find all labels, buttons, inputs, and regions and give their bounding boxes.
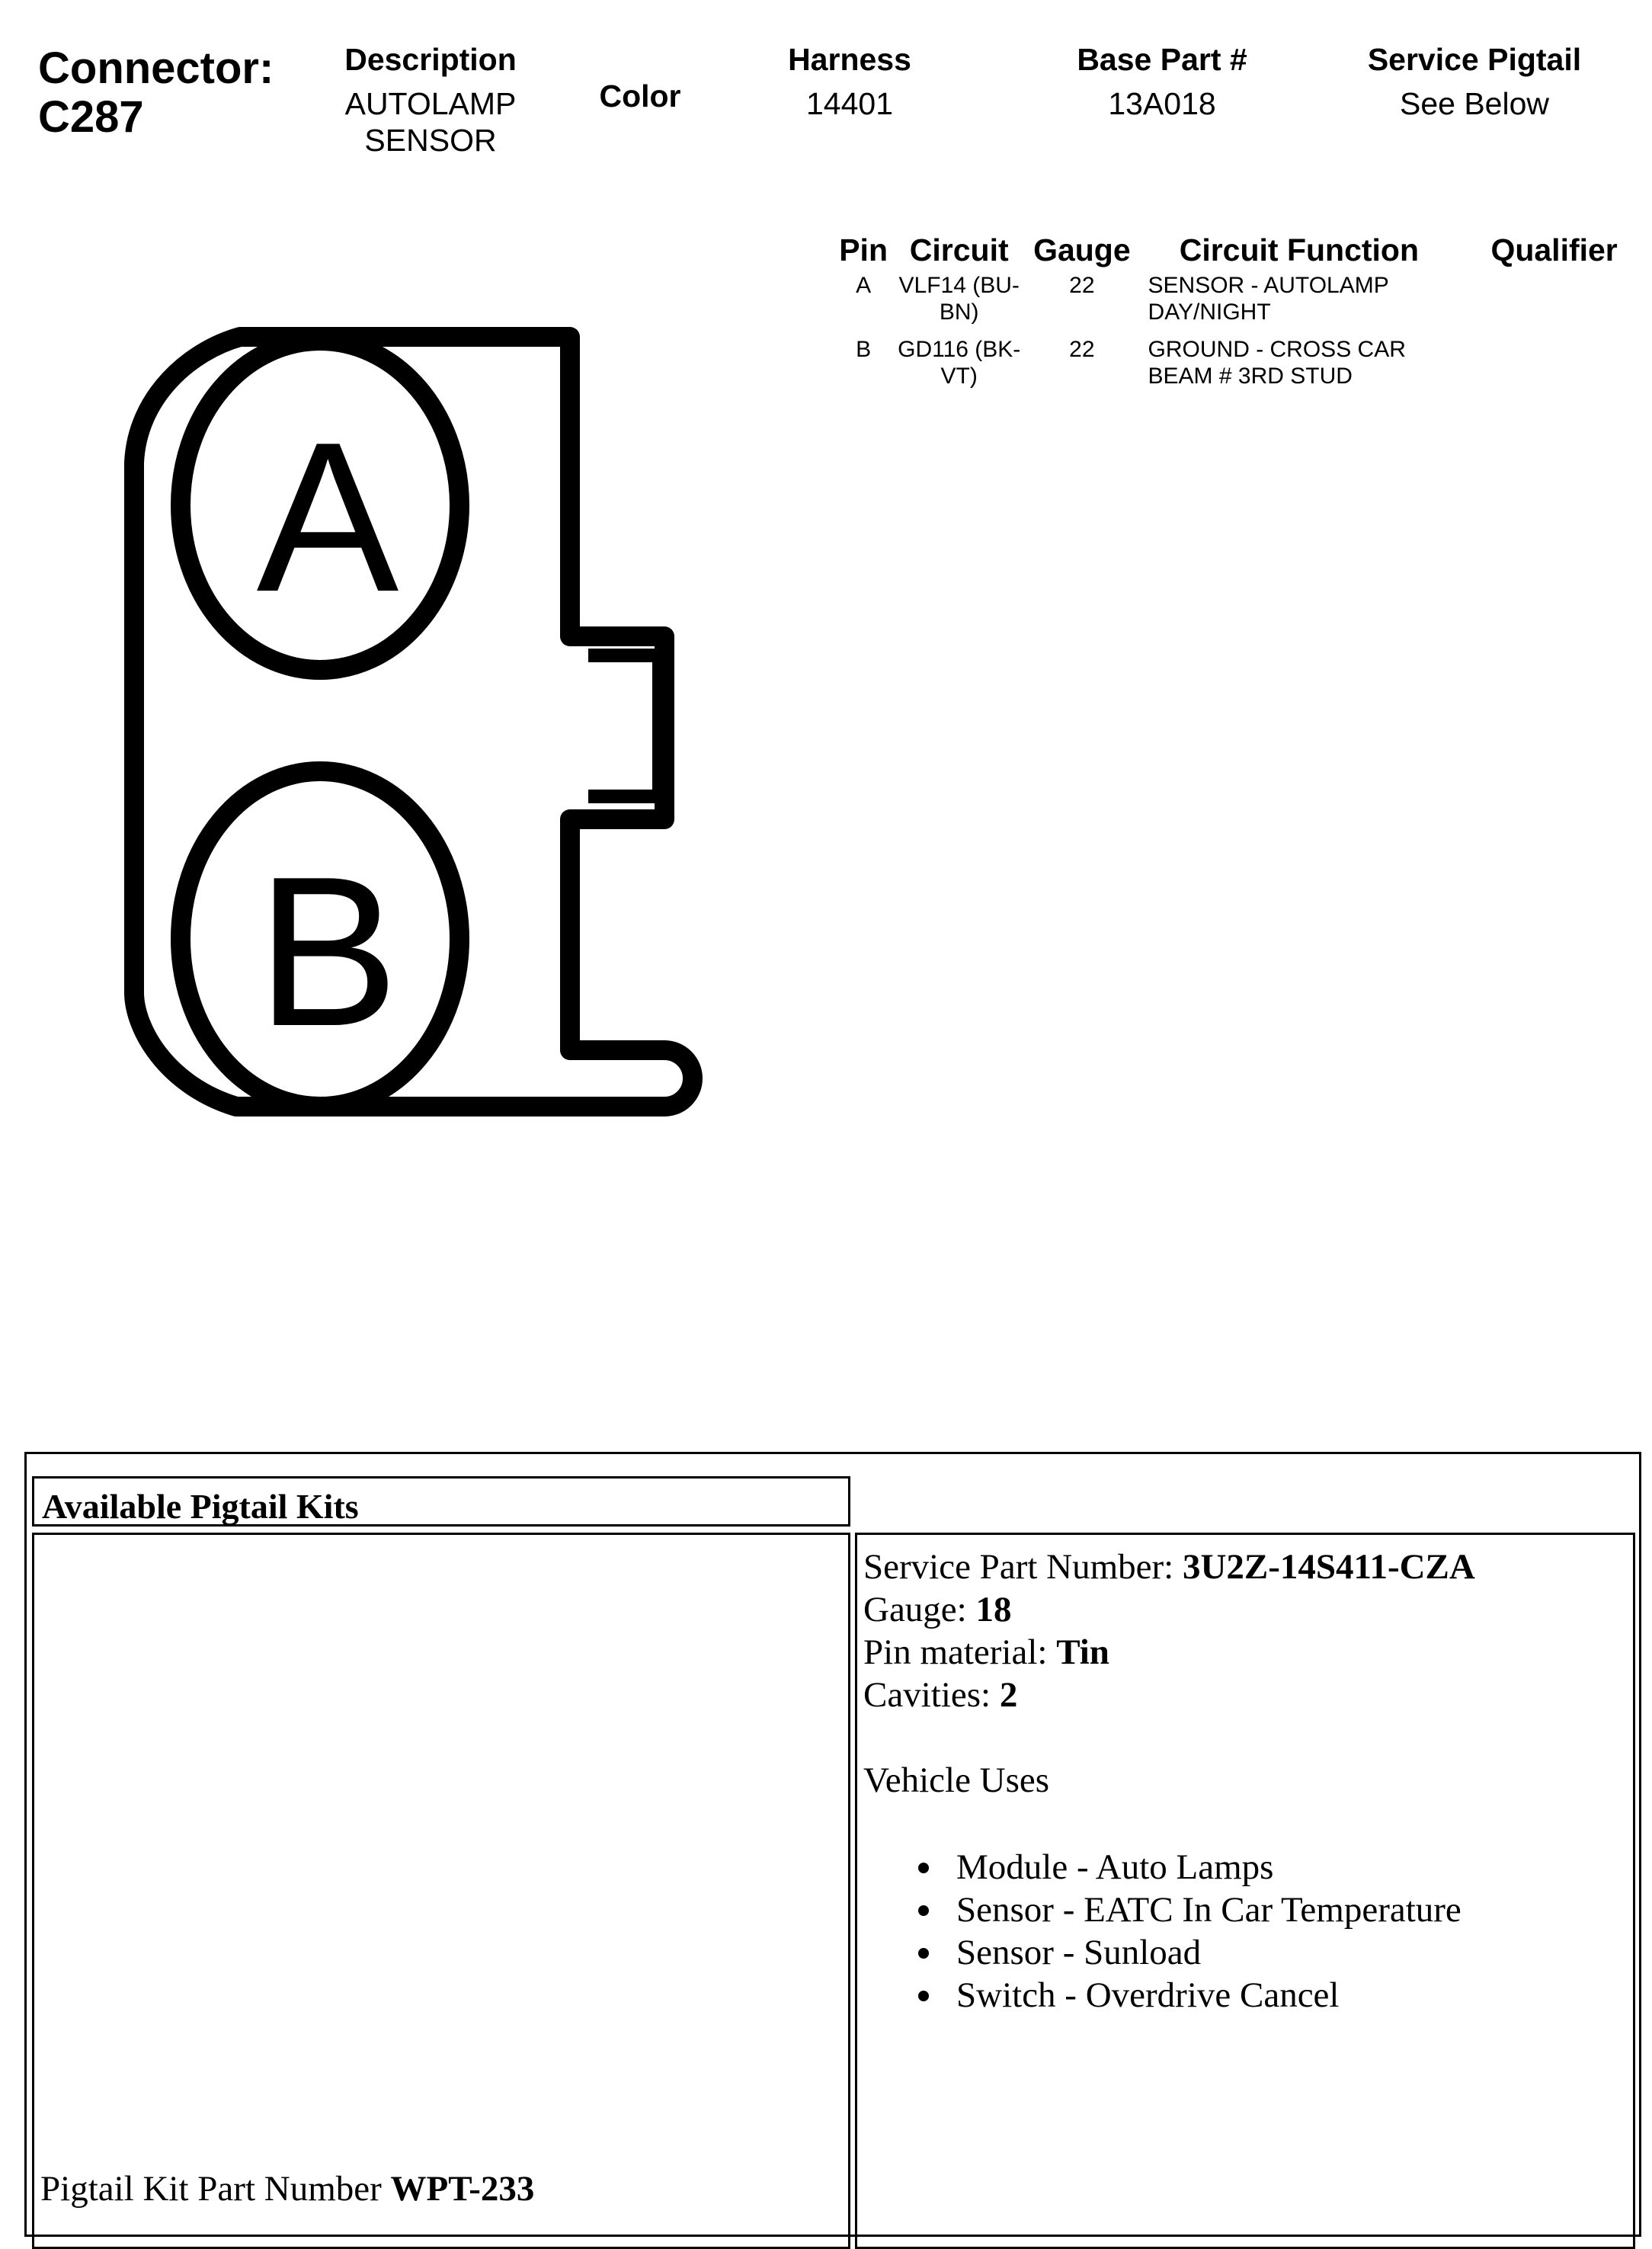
connector-latch bbox=[588, 655, 659, 796]
kit-part-label: Pigtail Kit Part Number bbox=[40, 2169, 391, 2209]
circuit-cell bbox=[896, 272, 1022, 336]
function-line1: SENSOR - AUTOLAMP bbox=[1148, 273, 1389, 298]
pin-table-header-row bbox=[831, 232, 1652, 272]
gauge-value: 18 bbox=[975, 1590, 1012, 1629]
service-part-value: 3U2Z-14S411-CZA bbox=[1182, 1547, 1475, 1587]
connector-id: C287 bbox=[38, 92, 144, 142]
connector-label: Connector: bbox=[38, 43, 274, 93]
circuit-line1: VLF14 (BU- bbox=[898, 273, 1020, 298]
pin-material-spec bbox=[863, 1631, 1633, 1674]
list-item bbox=[918, 1889, 1633, 1931]
cavities-label: Cavities: bbox=[863, 1675, 1000, 1715]
cavities-spec bbox=[863, 1674, 1633, 1716]
pin-a-label: A bbox=[256, 399, 399, 636]
gauge-label: Gauge: bbox=[863, 1590, 976, 1629]
function-cell bbox=[1142, 272, 1457, 336]
pin-cell: B bbox=[856, 337, 872, 362]
service-part-number bbox=[863, 1546, 1633, 1588]
circuit-cell bbox=[896, 336, 1022, 400]
function-line1: GROUND - CROSS CAR bbox=[1148, 337, 1406, 362]
base-part-value: 13A018 bbox=[1108, 86, 1216, 121]
vehicle-uses-heading: Vehicle Uses bbox=[863, 1760, 1050, 1800]
pin-b-label: B bbox=[256, 833, 399, 1071]
pin-cell: A bbox=[856, 273, 872, 298]
bullet-icon bbox=[918, 1948, 929, 1959]
function-line2: BEAM # 3RD STUD bbox=[1148, 364, 1353, 389]
pin-material-label: Pin material: bbox=[863, 1632, 1057, 1672]
vehicle-use-text: Sensor - EATC In Car Temperature bbox=[956, 1890, 1462, 1930]
circuit-line2: VT) bbox=[940, 364, 978, 389]
bullet-icon bbox=[918, 1991, 929, 2001]
kit-part-number bbox=[40, 2167, 534, 2210]
service-pigtail-value: See Below bbox=[1399, 86, 1549, 121]
description-value bbox=[320, 85, 541, 159]
pigtail-spec-cell bbox=[855, 1533, 1635, 2249]
vehicle-uses-list bbox=[918, 1846, 1633, 2017]
harness-header: Harness bbox=[788, 42, 911, 77]
table-row bbox=[831, 272, 1652, 336]
bullet-icon bbox=[918, 1863, 929, 1873]
gauge-cell: 22 bbox=[1069, 337, 1095, 362]
table-row bbox=[831, 336, 1652, 400]
kit-part-value: WPT-233 bbox=[390, 2169, 535, 2209]
list-item bbox=[918, 1974, 1633, 2017]
vehicle-use-text: Module - Auto Lamps bbox=[956, 1847, 1274, 1887]
circuit-line2: BN) bbox=[939, 300, 979, 325]
vehicle-use-text: Switch - Overdrive Cancel bbox=[956, 1975, 1340, 2015]
vehicle-use-text: Sensor - Sunload bbox=[956, 1933, 1202, 1972]
description-header: Description bbox=[344, 42, 517, 77]
cavities-value: 2 bbox=[999, 1675, 1018, 1715]
col-circuit-function: Circuit Function bbox=[1179, 232, 1420, 268]
list-item bbox=[918, 1846, 1633, 1889]
description-line1: AUTOLAMP bbox=[344, 86, 517, 121]
gauge-cell: 22 bbox=[1069, 273, 1095, 298]
col-pin: Pin bbox=[839, 232, 888, 268]
harness-value: 14401 bbox=[805, 86, 893, 121]
bullet-icon bbox=[918, 1905, 929, 1916]
col-qualifier: Qualifier bbox=[1490, 232, 1618, 268]
pin-material-value: Tin bbox=[1056, 1632, 1109, 1672]
col-gauge: Gauge bbox=[1033, 232, 1131, 268]
connector-face-diagram bbox=[122, 320, 716, 1136]
list-item bbox=[918, 1931, 1633, 1974]
color-header: Color bbox=[599, 78, 681, 114]
description-line2: SENSOR bbox=[364, 123, 497, 158]
col-circuit: Circuit bbox=[909, 232, 1009, 268]
pigtail-title: Available Pigtail Kits bbox=[42, 1487, 359, 1526]
gauge-spec bbox=[863, 1588, 1633, 1631]
function-line2: DAY/NIGHT bbox=[1148, 300, 1271, 325]
pigtail-image-cell bbox=[32, 1533, 850, 2249]
connector-title bbox=[38, 44, 274, 142]
service-pigtail-header: Service Pigtail bbox=[1367, 42, 1582, 77]
pin-table bbox=[831, 232, 1652, 400]
connector-body-outline bbox=[134, 337, 693, 1107]
qualifier-cell bbox=[1456, 336, 1652, 400]
function-cell bbox=[1142, 336, 1457, 400]
base-part-header: Base Part # bbox=[1077, 42, 1247, 77]
pigtail-title-cell bbox=[32, 1476, 850, 1527]
qualifier-cell bbox=[1456, 272, 1652, 336]
circuit-line1: GD116 (BK- bbox=[898, 337, 1021, 362]
service-part-label: Service Part Number: bbox=[863, 1547, 1183, 1587]
